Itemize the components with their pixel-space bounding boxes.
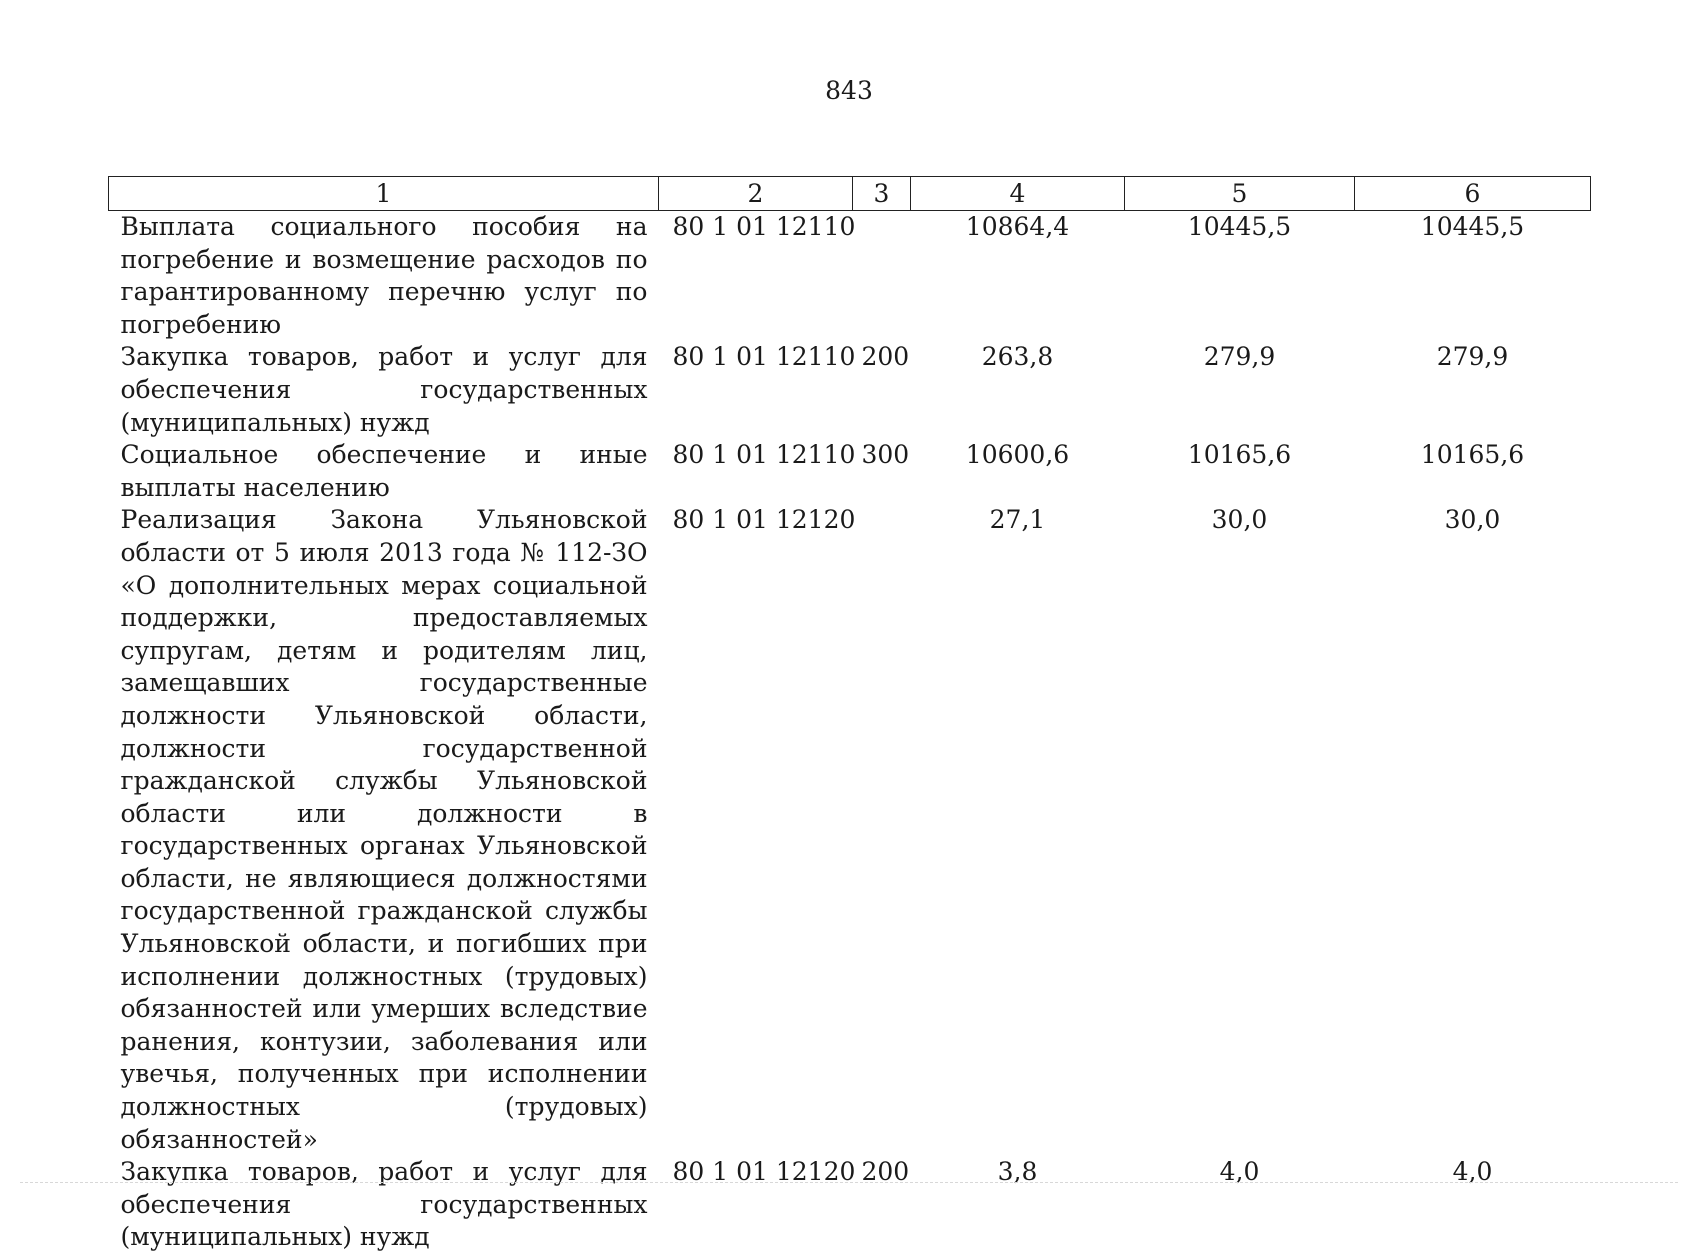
column-header-1: 1 xyxy=(109,177,659,211)
row-value-4: 10864,4 xyxy=(911,211,1125,342)
row-name: Социальное обеспечение и иные выплаты населению xyxy=(109,439,659,504)
scan-edge-divider xyxy=(20,1182,1678,1183)
column-header-6: 6 xyxy=(1355,177,1591,211)
row-value-4: 10600,6 xyxy=(911,439,1125,504)
table-row xyxy=(109,504,1591,1156)
row-value-6: 4,0 xyxy=(1355,1156,1591,1254)
header-row xyxy=(109,177,1591,211)
row-expense-type: 300 xyxy=(853,439,911,504)
row-expense-type: 200 xyxy=(853,341,911,439)
row-value-5: 10165,6 xyxy=(1125,439,1355,504)
row-expense-type xyxy=(853,211,911,342)
table-row xyxy=(109,1156,1591,1254)
row-code: 80 1 01 12120 xyxy=(659,1156,853,1254)
table-row xyxy=(109,439,1591,504)
column-header-4: 4 xyxy=(911,177,1125,211)
row-name: Закупка товаров, работ и услуг для обеспечения государственных (муниципальных) нужд xyxy=(109,1156,659,1254)
page-number: 843 xyxy=(0,76,1698,106)
column-header-2: 2 xyxy=(659,177,853,211)
table-row xyxy=(109,341,1591,439)
row-name: Выплата социального пособия на погребение и возмещение расходов по гарантированному перечню услуг по погребению xyxy=(109,211,659,342)
row-value-4: 263,8 xyxy=(911,341,1125,439)
row-name: Реализация Закона Ульяновской области от 5 июля 2013 года № 112-ЗО «О дополнительных мерах социальной поддержки, предоставляемых супругам, детям и родителям лиц, замещавших государственные должности Ульяновской области, должности государственной гражданской службы Ульяновской области или должности в государственных органах Ульяновской области, не являющиеся должностями государственной гражданской службы Ульяновской области, и погибших при исполнении должностных (трудовых) обязанностей или умерших вследствие ранения, контузии, заболевания или увечья, полученных при исполнении должностных (трудовых) обязанностей» xyxy=(109,504,659,1156)
table-header xyxy=(109,177,1591,211)
row-value-6: 10165,6 xyxy=(1355,439,1591,504)
row-value-5: 10445,5 xyxy=(1125,211,1355,342)
row-value-6: 279,9 xyxy=(1355,341,1591,439)
row-value-4: 27,1 xyxy=(911,504,1125,1156)
row-value-5: 30,0 xyxy=(1125,504,1355,1156)
table-row xyxy=(109,211,1591,342)
row-expense-type xyxy=(853,504,911,1156)
row-code: 80 1 01 12110 xyxy=(659,211,853,342)
budget-table xyxy=(108,176,1591,1254)
column-header-5: 5 xyxy=(1125,177,1355,211)
row-value-5: 279,9 xyxy=(1125,341,1355,439)
row-value-6: 30,0 xyxy=(1355,504,1591,1156)
table-body xyxy=(109,211,1591,1254)
row-code: 80 1 01 12110 xyxy=(659,439,853,504)
row-code: 80 1 01 12120 xyxy=(659,504,853,1156)
row-value-4: 3,8 xyxy=(911,1156,1125,1254)
column-header-3: 3 xyxy=(853,177,911,211)
row-value-6: 10445,5 xyxy=(1355,211,1591,342)
row-name: Закупка товаров, работ и услуг для обеспечения государственных (муниципальных) нужд xyxy=(109,341,659,439)
row-code: 80 1 01 12110 xyxy=(659,341,853,439)
row-value-5: 4,0 xyxy=(1125,1156,1355,1254)
row-expense-type: 200 xyxy=(853,1156,911,1254)
